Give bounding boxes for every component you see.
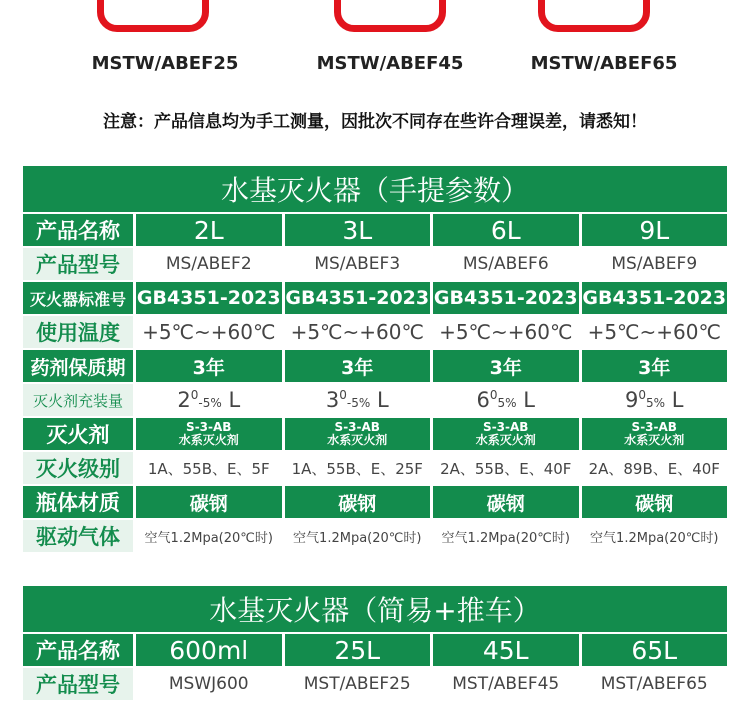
table-title: 水基灭火器（简易+推车）: [23, 586, 727, 632]
row-label: 产品型号: [23, 248, 133, 280]
fill-tolerance-upper: 0: [339, 388, 347, 402]
table-cell: 1A、55B、E、25F: [291, 459, 423, 478]
product-model-label: MSTW/ABEF25: [91, 53, 239, 74]
table-cell: 1A、55B、E、5F: [147, 459, 270, 478]
table-cell: 空气1.2Mpa(20℃时): [144, 530, 273, 546]
table-row: [23, 282, 727, 314]
fill-main: 9: [625, 388, 639, 412]
agent-type: 水系灭火剂: [624, 433, 685, 447]
fill-unit: L: [228, 388, 241, 412]
agent-cell: [433, 418, 579, 450]
table-cell: 3年: [285, 350, 431, 382]
measurement-notice: 注意：产品信息均为手工测量，因批次不同存在些许合理误差，请悉知！: [103, 112, 647, 132]
table-cell: +5℃~+60℃: [142, 320, 276, 344]
table-cell: +5℃~+60℃: [587, 320, 721, 344]
fill-amount-cell: [285, 384, 431, 416]
fill-tolerance-lower: 5%: [497, 396, 517, 410]
table-row: [23, 486, 727, 518]
agent-code: S-3-AB: [631, 420, 677, 434]
table-cell: +5℃~+60℃: [439, 320, 573, 344]
table-cell: MSWJ600: [168, 674, 249, 694]
agent-code: S-3-AB: [483, 420, 529, 434]
fill-tolerance-upper: 0: [190, 388, 199, 402]
fill-unit: L: [671, 388, 684, 412]
table-row: [23, 248, 727, 280]
fill-main: 6: [476, 388, 490, 412]
product-model-label: MSTW/ABEF65: [530, 53, 678, 74]
agent-cell: [136, 418, 282, 450]
product-image-abef65: [538, 0, 650, 32]
row-label: 驱动气体: [23, 520, 133, 552]
agent-code: S-3-AB: [186, 420, 232, 434]
table-cell: 碳钢: [285, 486, 431, 518]
table-cell: MS/ABEF2: [165, 254, 252, 274]
row-label: 产品名称: [23, 634, 133, 666]
table-row: [23, 418, 727, 450]
table-cell: MST/ABEF45: [452, 674, 560, 694]
table-cell: 600ml: [136, 634, 282, 666]
table-cell: GB4351-2023: [582, 282, 728, 314]
fill-tolerance-lower: -5%: [346, 396, 371, 410]
table-cell: MS/ABEF6: [462, 254, 549, 274]
agent-code: S-3-AB: [334, 420, 380, 434]
table-cell: 空气1.2Mpa(20℃时): [293, 530, 422, 546]
row-label: 灭火剂: [23, 418, 133, 450]
table-cell: 3年: [582, 350, 728, 382]
fill-main: 2: [177, 388, 191, 412]
table-row: [23, 668, 727, 700]
fill-main: 3: [325, 388, 340, 412]
fill-amount-cell: [136, 384, 282, 416]
table-cell: +5℃~+60℃: [290, 320, 424, 344]
row-label: 瓶体材质: [23, 486, 133, 518]
table-cell: 碳钢: [433, 486, 579, 518]
table-cell: MS/ABEF9: [611, 254, 698, 274]
table-cell: MS/ABEF3: [314, 254, 401, 274]
product-image-abef45: [334, 0, 446, 32]
row-label: 药剂保质期: [23, 350, 133, 382]
table-cell: 6L: [433, 214, 579, 246]
table-cell: 空气1.2Mpa(20℃时): [590, 530, 719, 546]
row-label: 产品名称: [23, 214, 133, 246]
table-cell: GB4351-2023: [285, 282, 431, 314]
table-cell: 空气1.2Mpa(20℃时): [441, 530, 570, 546]
table-cell: 45L: [433, 634, 579, 666]
table-title: 水基灭火器（手提参数）: [23, 166, 727, 212]
fill-unit: L: [376, 388, 389, 412]
table-row: [23, 384, 727, 416]
table-cell: 碳钢: [582, 486, 728, 518]
table-cell: 3年: [136, 350, 282, 382]
fill-unit: L: [523, 388, 535, 412]
row-label: 使用温度: [23, 316, 133, 348]
table-cell: GB4351-2023: [433, 282, 579, 314]
fill-tolerance-lower: 5%: [646, 396, 666, 410]
table-cell: MST/ABEF65: [600, 674, 708, 694]
table-cell: 2A、89B、E、40F: [588, 459, 720, 478]
fill-amount-cell: [582, 384, 728, 416]
table-row: [23, 520, 727, 552]
table-row: [23, 214, 727, 246]
row-label: 灭火剂充装量: [23, 384, 133, 416]
table-row: [23, 452, 727, 484]
table-cell: 2L: [136, 214, 282, 246]
table-cell: 碳钢: [136, 486, 282, 518]
table-cell: 25L: [285, 634, 431, 666]
fill-tolerance-lower: -5%: [198, 396, 222, 410]
table-cell: MST/ABEF25: [303, 674, 411, 694]
table-row: [23, 316, 727, 348]
row-label: 灭火级别: [23, 452, 133, 484]
agent-type: 水系灭火剂: [475, 433, 536, 447]
table-cell: 9L: [582, 214, 728, 246]
table-cell: 65L: [582, 634, 728, 666]
table-row: [23, 634, 727, 666]
product-model-label: MSTW/ABEF45: [316, 53, 464, 74]
fill-tolerance-upper: 0: [638, 388, 647, 402]
row-label: 灭火器标准号: [23, 282, 133, 314]
agent-cell: [582, 418, 728, 450]
table-row: [23, 350, 727, 382]
product-image-abef25: [97, 0, 209, 32]
fill-amount-cell: [433, 384, 579, 416]
agent-type: 水系灭火剂: [178, 433, 239, 447]
table-cell: 3年: [433, 350, 579, 382]
row-label: 产品型号: [23, 668, 133, 700]
table-cell: 2A、55B、E、40F: [440, 459, 572, 478]
table-cell: GB4351-2023: [136, 282, 282, 314]
agent-cell: [285, 418, 431, 450]
portable-cart-spec-table: [20, 584, 730, 702]
handheld-spec-table: [20, 164, 730, 554]
agent-type: 水系灭火剂: [327, 433, 388, 447]
table-cell: 3L: [285, 214, 431, 246]
fill-tolerance-upper: 0: [489, 388, 498, 402]
